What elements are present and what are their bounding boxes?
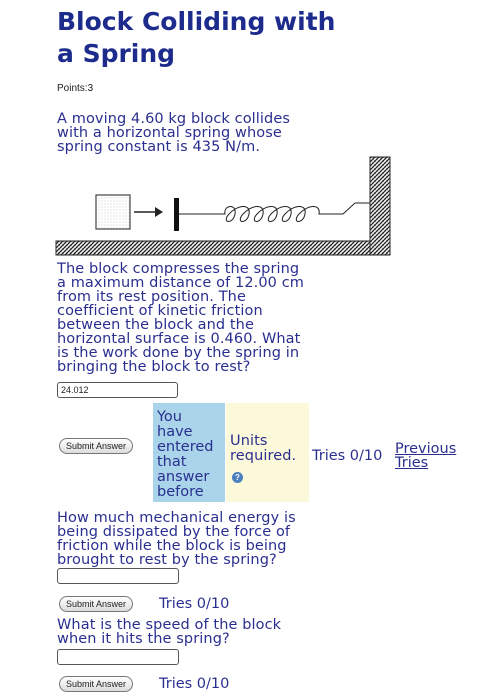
question-line: friction while the block is being [57,538,287,554]
link-line: Tries [395,455,429,471]
question-line: horizontal surface is 0.460. What [57,331,301,347]
answer-1-input[interactable]: 24.012 [57,382,178,398]
intro-text [57,112,290,154]
question-line: What is the speed of the block [57,617,282,633]
question-2-text [57,511,296,567]
link-line: Previous [395,441,457,457]
answer-2-input[interactable] [57,568,179,584]
question-line: from its rest position. The [57,289,246,305]
submit-answer-3-button[interactable]: Submit Answer [59,676,133,692]
units-required-text [230,434,296,464]
question-line: coefficient of kinetic friction [57,303,263,319]
popup-line: You [157,409,182,425]
popup-answer-duplicate [153,403,225,502]
submit-answer-2-button[interactable]: Submit Answer [59,596,133,612]
question-line: is the work done by the spring in [57,345,300,361]
block-shape [96,195,130,229]
intro-line: A moving 4.60 kg block collides [57,111,291,127]
question-line: being dissipated by the force of [57,524,291,540]
answer-3-input[interactable] [57,649,179,665]
question-line: How much mechanical energy is [57,510,296,526]
previous-tries-link[interactable] [395,442,456,470]
question-3-text [57,618,281,646]
tries-counter-3: Tries 0/10 [159,676,230,692]
spring-diagram [53,155,393,263]
popup-line: that [157,454,187,470]
tries-counter-2: Tries 0/10 [159,596,230,612]
help-icon[interactable]: ? [232,472,243,483]
popup-line: Units [230,433,268,449]
title-line-1: Block Colliding with [57,7,336,36]
question-line: bringing the block to rest? [57,359,251,375]
popup-line: before [157,484,204,500]
question-line: a maximum distance of 12.00 cm [57,275,305,291]
submit-answer-1-button[interactable]: Submit Answer [59,438,133,454]
question-1-text [57,262,304,374]
points-label: Points:3 [57,83,94,94]
question-line: between the block and the [57,317,254,333]
popup-line: entered [157,439,214,455]
tries-counter-1: Tries 0/10 [312,448,383,464]
popup-line: answer [157,469,210,485]
question-line: brought to rest by the spring? [57,552,277,568]
title-line-2: a Spring [57,39,176,68]
question-line: The block compresses the spring [57,261,300,277]
intro-line: with a horizontal spring whose [57,125,282,141]
question-line: when it hits the spring? [57,631,230,647]
popup-line: have [157,424,193,440]
popup-line: required. [230,448,297,464]
page-title [57,6,477,70]
intro-line: spring constant is 435 N/m. [57,139,261,155]
